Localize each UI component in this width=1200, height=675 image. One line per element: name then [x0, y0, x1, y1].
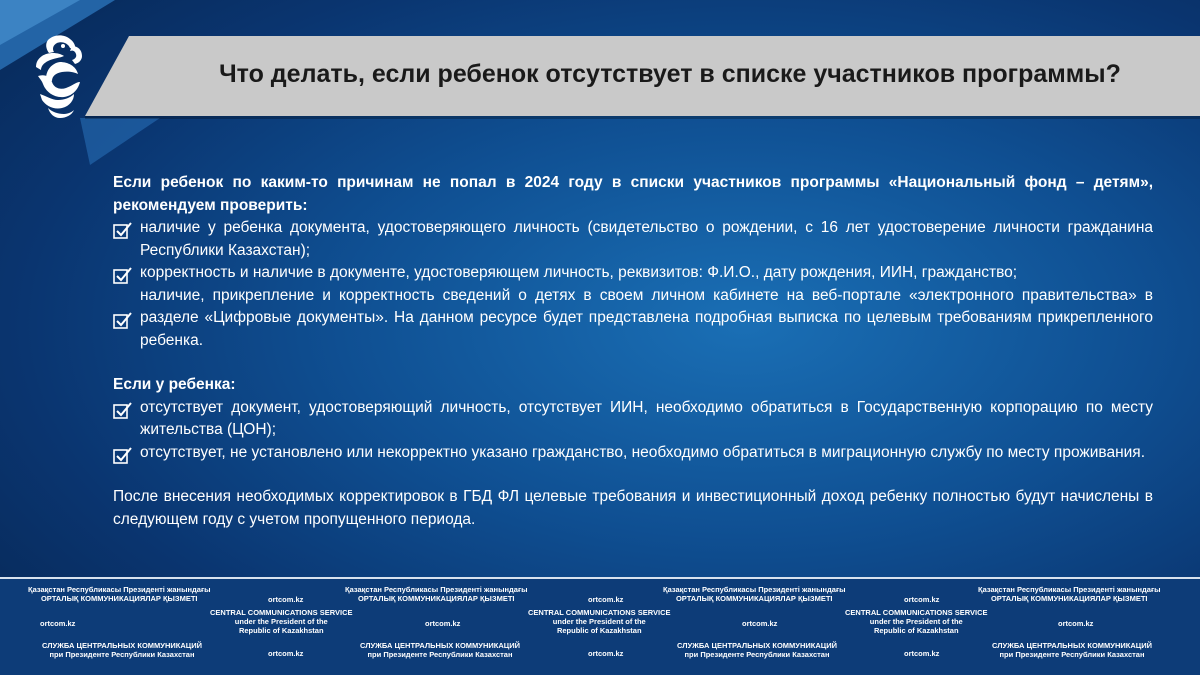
- footer-kz-block: Қазақстан Республикасы Президенті жанындағы ОРТАЛЫҚ КОММУНИКАЦИЯЛАР ҚЫЗМЕТІ: [663, 585, 846, 603]
- checkbox-check-icon: [113, 221, 133, 239]
- check-item-text: наличие у ребенка документа, удостоверяющего личность (свидетельство о рождении, с 16 лет удостоверение личности гражданина Республики Казахстан);: [140, 219, 1153, 259]
- footer-site: ortcom.kz: [425, 619, 461, 628]
- footer-ru-block: СЛУЖБА ЦЕНТРАЛЬНЫХ КОММУНИКАЦИЙ при Президенте Республики Казахстан: [992, 641, 1153, 659]
- footer-kz-block: Қазақстан Республикасы Президенті жанындағы ОРТАЛЫҚ КОММУНИКАЦИЯЛАР ҚЫЗМЕТІ: [345, 585, 528, 603]
- footer-en-block: CENTRAL COMMUNICATIONS SERVICE under the President of the Republic of Kazakhstan: [528, 608, 671, 635]
- footer-en-block: CENTRAL COMMUNICATIONS SERVICE under the President of the Republic of Kazakhstan: [210, 608, 353, 635]
- if-child-list: [113, 397, 1153, 465]
- title-banner-shadow: [85, 116, 1200, 119]
- closing-text: После внесения необходимых корректировок в ГБД ФЛ целевые требования и инвестиционный доход ребенку полностью будут начислены в следующем году с учетом пропущенного периода.: [113, 488, 1153, 528]
- checkbox-check-icon: [113, 401, 133, 419]
- footer-site: ortcom.kz: [268, 595, 304, 604]
- checkbox-check-icon: [113, 446, 133, 464]
- footer-ru-block: СЛУЖБА ЦЕНТРАЛЬНЫХ КОММУНИКАЦИЙ при Президенте Республики Казахстан: [42, 641, 203, 659]
- footer-ru-block: СЛУЖБА ЦЕНТРАЛЬНЫХ КОММУНИКАЦИЙ при Президенте Республики Казахстан: [677, 641, 838, 659]
- footer-site: ortcom.kz: [588, 649, 624, 658]
- check-item: [113, 397, 1153, 442]
- footer-band: [0, 579, 1200, 675]
- check-list: [113, 217, 1153, 352]
- footer-kz-block: Қазақстан Республикасы Президенті жанындағы ОРТАЛЫҚ КОММУНИКАЦИЯЛАР ҚЫЗМЕТІ: [978, 585, 1161, 603]
- footer-en-block: CENTRAL COMMUNICATIONS SERVICE under the President of the Republic of Kazakhstan: [845, 608, 988, 635]
- checkbox-check-icon: [113, 266, 133, 284]
- footer-ru-block: СЛУЖБА ЦЕНТРАЛЬНЫХ КОММУНИКАЦИЙ при Президенте Республики Казахстан: [360, 641, 521, 659]
- if-child-heading: Если у ребенка:: [113, 376, 236, 393]
- check-item-text: отсутствует, не установлено или некорректно указано гражданство, необходимо обратиться в миграционную службу по месту проживания.: [140, 443, 1146, 461]
- footer-site: ortcom.kz: [40, 619, 76, 628]
- check-item: [113, 262, 1153, 285]
- footer-site: ortcom.kz: [588, 595, 624, 604]
- snow-leopard-logo-icon: [30, 34, 88, 118]
- check-item-text: корректность и наличие в документе, удостоверяющем личность, реквизитов: Ф.И.О., дату рождения, ИИН, гражданство;: [140, 264, 1018, 281]
- footer-site: ortcom.kz: [1058, 619, 1094, 628]
- footer-site: ortcom.kz: [904, 649, 940, 658]
- check-item: [113, 442, 1153, 465]
- check-item-text: отсутствует документ, удостоверяющий личность, отсутствует ИИН, необходимо обратиться в Государственную корпорацию по месту жительства (ЦОН);: [140, 398, 1153, 438]
- checkbox-check-icon: [113, 311, 133, 329]
- check-item: [113, 217, 1153, 262]
- main-content: [113, 172, 1153, 531]
- footer-kz-block: Қазақстан Республикасы Президенті жанындағы ОРТАЛЫҚ КОММУНИКАЦИЯЛАР ҚЫЗМЕТІ: [28, 585, 211, 603]
- page-title: Что делать, если ребенок отсутствует в списке участников программы?: [219, 60, 1121, 88]
- footer-site: ortcom.kz: [904, 595, 940, 604]
- footer-site: ortcom.kz: [742, 619, 778, 628]
- footer-site: ortcom.kz: [268, 649, 304, 658]
- intro-text: Если ребенок по каким-то причинам не попал в 2024 году в списки участников программы «Национальный фонд – детям», рекомендуем проверить:: [113, 174, 1153, 214]
- check-item: [113, 285, 1153, 353]
- check-item-text: наличие, прикрепление и корректность сведений о детях в своем личном кабинете на веб-портале «электронного правительства» в разделе «Цифровые документы». На данном ресурсе будет представлена подробная выписка по целевым требованиям прикрепленного ребенка.: [140, 286, 1153, 349]
